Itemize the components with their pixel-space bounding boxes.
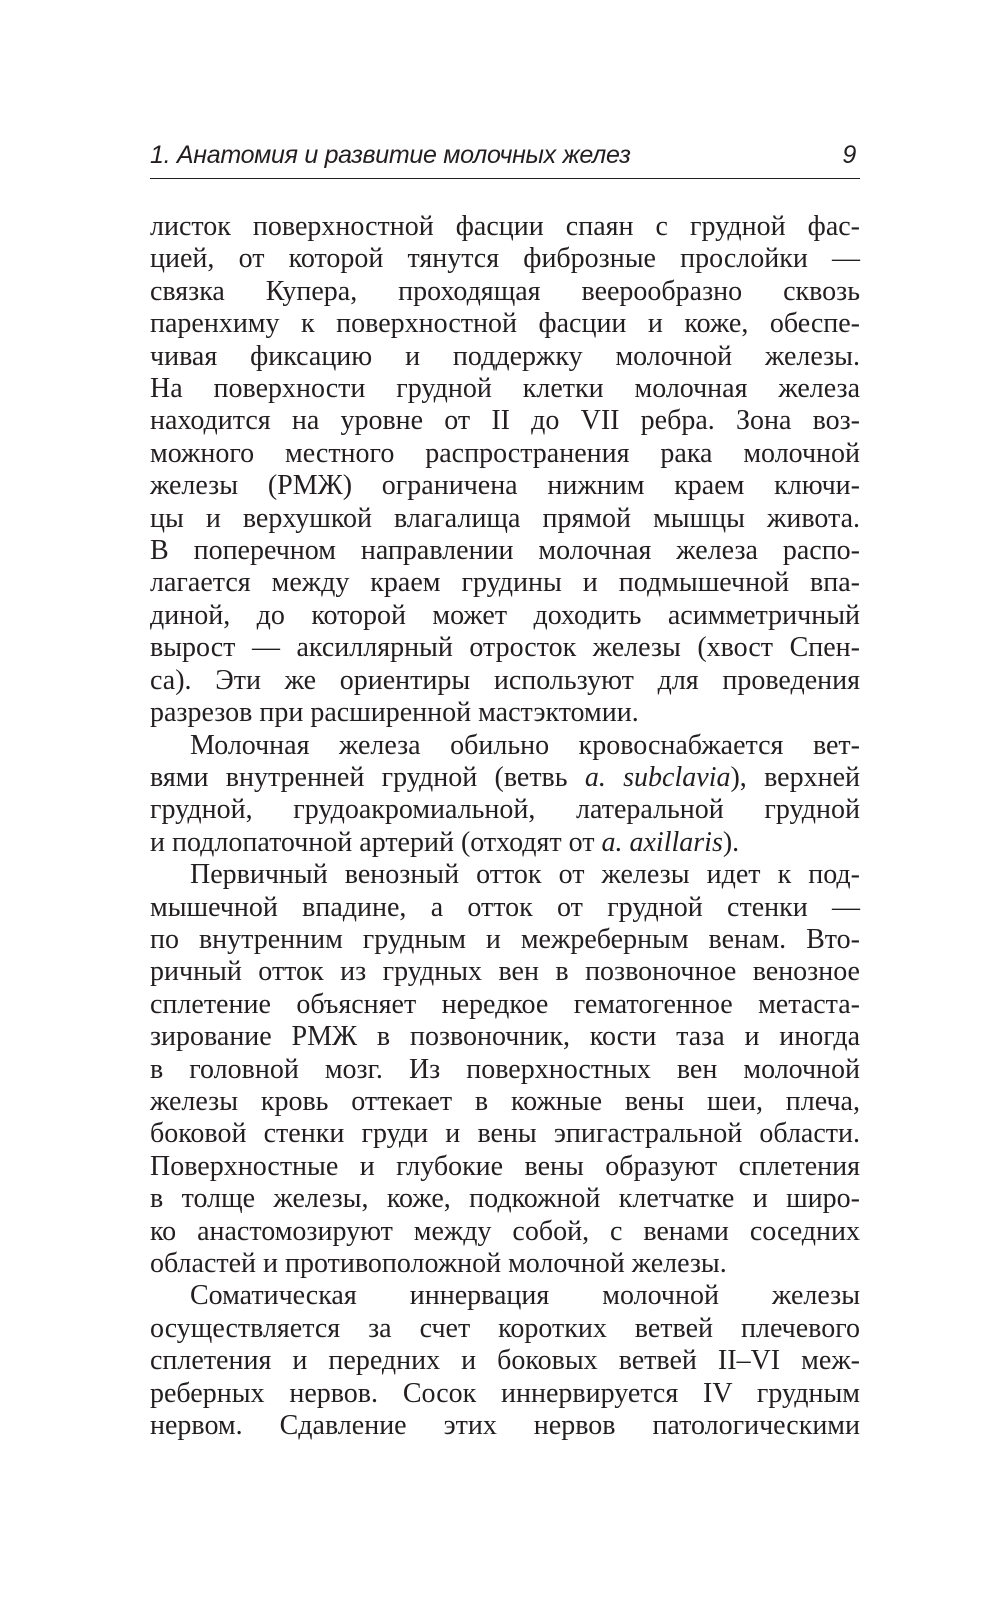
chapter-title: 1. Анатомия и развитие молочных желез bbox=[150, 141, 631, 169]
text-line: сплетения и передних и боковых ветвей II–VI меж- bbox=[150, 1345, 860, 1377]
text-line: ко анастомозируют между собой, с венами соседних bbox=[150, 1215, 860, 1247]
paragraph bbox=[150, 859, 860, 1280]
text-line: ричный отток из грудных вен в позвоночное венозное bbox=[150, 956, 860, 988]
text-line bbox=[150, 762, 860, 794]
text-line: чивая фиксацию и поддержку молочной железы. bbox=[150, 340, 860, 372]
text-run: и подлопаточной артерий (отходят от bbox=[150, 826, 602, 858]
text-line: диной, до которой может доходить асимметричный bbox=[150, 599, 860, 631]
text-line: В поперечном направлении молочная железа распо- bbox=[150, 535, 860, 567]
text-line: цы и верхушкой влагалища прямой мышцы живота. bbox=[150, 502, 860, 534]
page-number: 9 bbox=[842, 141, 856, 169]
text-line: мышечной впадине, а отток от грудной стенки — bbox=[150, 891, 860, 923]
text-line: в толще железы, коже, подкожной клетчатке и широ- bbox=[150, 1183, 860, 1215]
text-line: железы кровь оттекает в кожные вены шеи, плеча, bbox=[150, 1085, 860, 1117]
text-line: разрезов при расширенной мастэктомии. bbox=[150, 697, 639, 729]
text-run: ). bbox=[722, 826, 740, 858]
text-line: Первичный венозный отток от железы идет к под- bbox=[190, 859, 860, 891]
text-run: ), верхней bbox=[730, 761, 860, 793]
text-line: листок поверхностной фасции спаян с грудной фас- bbox=[150, 211, 860, 242]
latin-term: a. axillaris bbox=[601, 826, 723, 858]
text-line: областей и противоположной молочной железы. bbox=[150, 1248, 727, 1279]
text-line: Молочная железа обильно кровоснабжается вет- bbox=[190, 729, 860, 761]
text-line: Соматическая иннервация молочной железы bbox=[190, 1280, 860, 1312]
text-line: Поверхностные и глубокие вены образуют сплетения bbox=[150, 1150, 860, 1182]
running-head bbox=[150, 140, 860, 179]
paragraph bbox=[150, 730, 860, 860]
text-line: На поверхности грудной клетки молочная железа bbox=[150, 373, 860, 405]
text-line: по внутренним грудным и межреберным венам. Вто- bbox=[150, 923, 860, 955]
text-line: грудной, грудоакромиальной, латеральной грудной bbox=[150, 794, 860, 826]
text-line: нервом. Сдавление этих нервов патологическими bbox=[150, 1410, 860, 1442]
text-line: можного местного распространения рака молочной bbox=[150, 437, 860, 469]
text-line: вырост — аксиллярный отросток железы (хвост Спен- bbox=[150, 632, 860, 664]
text-line: в головной мозг. Из поверхностных вен молочной bbox=[150, 1053, 860, 1085]
latin-term: a. subclavia bbox=[584, 761, 731, 793]
text-line: железы (РМЖ) ограничена нижним краем ключи- bbox=[150, 470, 860, 502]
body-text bbox=[150, 211, 860, 1442]
text-line: лагается между краем грудины и подмышечной впа- bbox=[150, 567, 860, 599]
text-line: реберных нервов. Сосок иннервируется IV грудным bbox=[150, 1377, 860, 1409]
text-line: осуществляется за счет коротких ветвей плечевого bbox=[150, 1312, 860, 1344]
text-line: сплетение объясняет нередкое гематогенное метаста- bbox=[150, 988, 860, 1020]
text-line: связка Купера, проходящая веерообразно сквозь bbox=[150, 275, 860, 307]
paragraph bbox=[150, 211, 860, 730]
text-line: зирование РМЖ в позвоночник, кости таза и иногда bbox=[150, 1021, 860, 1053]
paragraph bbox=[150, 1280, 860, 1442]
text-run: вями внутренней грудной (ветвь bbox=[150, 761, 585, 793]
text-line: находится на уровне от II до VII ребра. Зона воз- bbox=[150, 405, 860, 437]
text-line: цией, от которой тянутся фиброзные прослойки — bbox=[150, 243, 860, 275]
text-line: паренхиму к поверхностной фасции и коже, обеспе- bbox=[150, 308, 860, 340]
book-page bbox=[150, 140, 860, 1442]
text-line: са). Эти же ориентиры используют для проведения bbox=[150, 664, 860, 696]
text-line bbox=[150, 827, 860, 859]
text-line: боковой стенки груди и вены эпигастральной области. bbox=[150, 1118, 860, 1150]
